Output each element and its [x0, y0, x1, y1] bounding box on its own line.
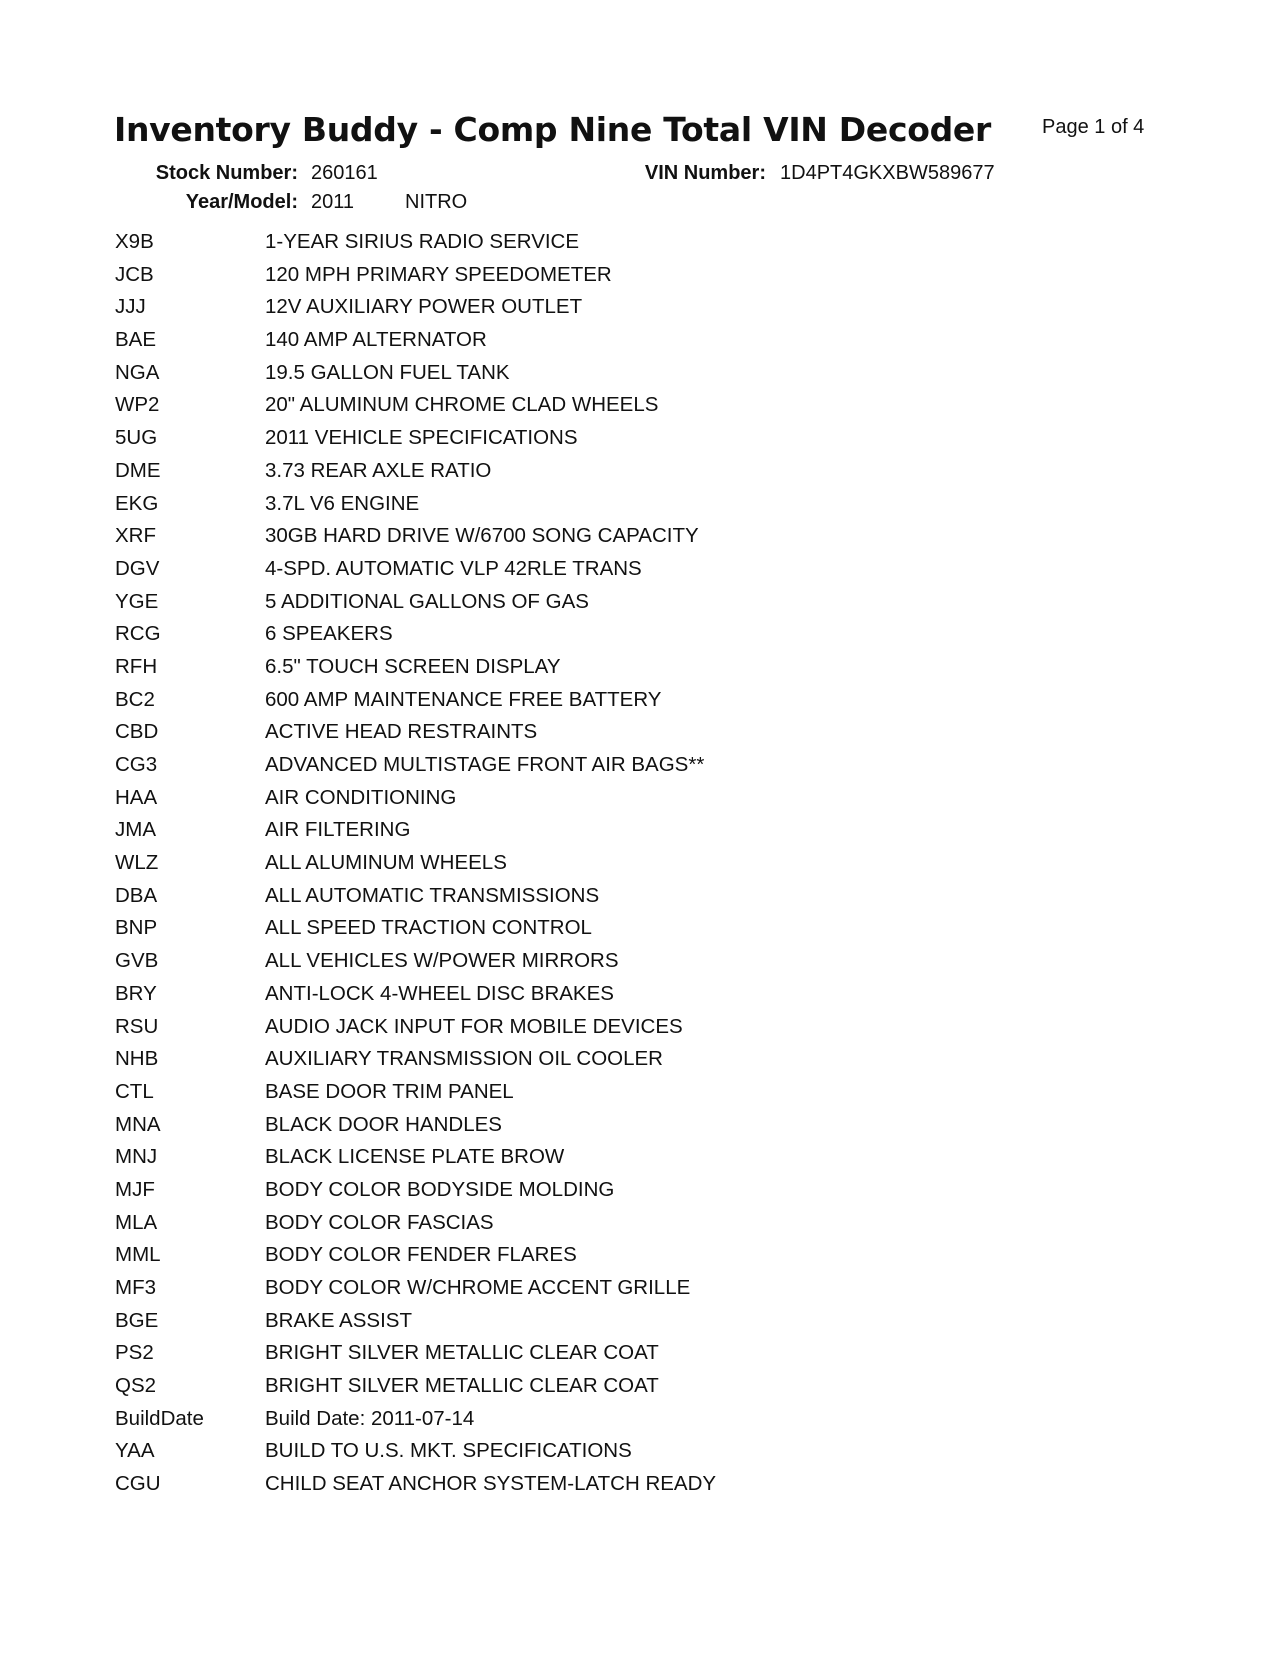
option-row	[115, 947, 1115, 980]
option-code: JMA	[115, 818, 156, 842]
option-row	[115, 914, 1115, 947]
option-code: MLA	[115, 1210, 158, 1234]
option-code: DGV	[115, 556, 160, 580]
option-code: CTL	[115, 1079, 154, 1103]
option-description: 20" ALUMINUM CHROME CLAD WHEELS	[265, 393, 659, 417]
option-code: JCB	[115, 262, 154, 286]
option-row	[115, 359, 1115, 392]
option-code: YAA	[115, 1439, 155, 1463]
option-row	[115, 261, 1115, 294]
option-code: WP2	[115, 393, 160, 417]
option-row	[115, 1013, 1115, 1046]
option-description: ALL SPEED TRACTION CONTROL	[265, 916, 592, 940]
option-description: 3.73 REAR AXLE RATIO	[265, 458, 492, 482]
option-code: XRF	[115, 524, 156, 548]
options-list	[115, 228, 1115, 1503]
option-row	[115, 686, 1115, 719]
option-description: 6.5" TOUCH SCREEN DISPLAY	[265, 654, 561, 678]
option-row	[115, 1176, 1115, 1209]
option-code: DME	[115, 458, 161, 482]
option-description: ACTIVE HEAD RESTRAINTS	[265, 720, 538, 744]
option-description: ADVANCED MULTISTAGE FRONT AIR BAGS**	[265, 753, 705, 776]
option-row	[115, 1274, 1115, 1307]
option-row	[115, 1372, 1115, 1405]
option-code: MML	[115, 1243, 161, 1267]
option-row	[115, 522, 1115, 555]
option-row	[115, 980, 1115, 1013]
vin-label: VIN Number:	[644, 162, 766, 184]
option-code: BGE	[115, 1308, 159, 1332]
option-code: MNJ	[115, 1145, 158, 1169]
option-row	[115, 326, 1115, 359]
option-row	[115, 1143, 1115, 1176]
option-code: BRY	[115, 981, 157, 1005]
option-code: MNA	[115, 1112, 161, 1136]
option-row	[115, 1078, 1115, 1111]
option-code: YGE	[115, 589, 159, 613]
option-code: EKG	[115, 491, 159, 515]
option-description: 600 AMP MAINTENANCE FREE BATTERY	[265, 687, 662, 711]
option-code: DBA	[115, 883, 158, 907]
option-row	[115, 849, 1115, 882]
option-code: RSU	[115, 1014, 159, 1038]
option-code: 5UG	[115, 426, 158, 450]
option-description: 2011 VEHICLE SPECIFICATIONS	[265, 426, 578, 450]
option-row	[115, 1045, 1115, 1078]
option-row	[115, 751, 1115, 784]
option-row	[115, 816, 1115, 849]
option-row	[115, 1437, 1115, 1470]
option-description: 30GB HARD DRIVE W/6700 SONG CAPACITY	[265, 524, 699, 548]
option-row	[115, 718, 1115, 751]
option-code: PS2	[115, 1341, 154, 1365]
option-description: CHILD SEAT ANCHOR SYSTEM-LATCH READY	[265, 1472, 717, 1496]
option-row	[115, 784, 1115, 817]
option-description: BLACK DOOR HANDLES	[265, 1112, 502, 1136]
option-code: BC2	[115, 687, 155, 711]
option-code: MJF	[115, 1177, 155, 1201]
option-row	[115, 490, 1115, 523]
option-row	[115, 588, 1115, 621]
option-row	[115, 620, 1115, 653]
option-row	[115, 1405, 1115, 1438]
option-row	[115, 1209, 1115, 1242]
option-description: ALL AUTOMATIC TRANSMISSIONS	[265, 883, 600, 907]
stock-number-label: Stock Number:	[155, 162, 298, 184]
option-description: AIR CONDITIONING	[265, 785, 457, 809]
option-row	[115, 555, 1115, 588]
option-code: WLZ	[115, 851, 159, 875]
option-description: AIR FILTERING	[265, 818, 411, 842]
option-description: BODY COLOR FASCIAS	[265, 1210, 494, 1234]
option-code: BuildDate	[115, 1406, 204, 1430]
option-row	[115, 228, 1115, 261]
option-code: JJJ	[115, 295, 146, 319]
option-code: RCG	[115, 622, 161, 646]
option-code: MF3	[115, 1276, 156, 1299]
option-row	[115, 424, 1115, 457]
option-code: CG3	[115, 753, 158, 776]
model-value: NITRO	[405, 191, 468, 213]
option-description: Build Date: 2011-07-14	[265, 1406, 475, 1430]
option-description: ANTI-LOCK 4-WHEEL DISC BRAKES	[265, 981, 614, 1005]
option-description: 120 MPH PRIMARY SPEEDOMETER	[265, 262, 612, 286]
option-description: ALL ALUMINUM WHEELS	[265, 851, 507, 875]
vin-value: 1D4PT4GKXBW589677	[780, 162, 995, 184]
option-description: BODY COLOR W/CHROME ACCENT GRILLE	[265, 1276, 691, 1299]
option-row	[115, 391, 1115, 424]
option-description: AUDIO JACK INPUT FOR MOBILE DEVICES	[265, 1014, 683, 1038]
option-description: BRIGHT SILVER METALLIC CLEAR COAT	[265, 1341, 659, 1365]
option-description: 6 SPEAKERS	[265, 622, 393, 646]
option-description: 140 AMP ALTERNATOR	[265, 328, 487, 352]
page-indicator: Page 1 of 4	[1042, 116, 1145, 138]
option-row	[115, 653, 1115, 686]
option-description: BODY COLOR BODYSIDE MOLDING	[265, 1177, 615, 1201]
option-code: CGU	[115, 1472, 161, 1496]
option-code: QS2	[115, 1374, 157, 1398]
option-code: GVB	[115, 949, 159, 973]
option-description: 1-YEAR SIRIUS RADIO SERVICE	[265, 230, 580, 253]
option-code: BAE	[115, 328, 157, 352]
option-row	[115, 1470, 1115, 1503]
option-description: BLACK LICENSE PLATE BROW	[265, 1145, 565, 1169]
option-description: BRIGHT SILVER METALLIC CLEAR COAT	[265, 1374, 659, 1398]
option-row	[115, 1339, 1115, 1372]
option-code: CBD	[115, 720, 159, 744]
option-description: ALL VEHICLES W/POWER MIRRORS	[265, 949, 619, 973]
option-description: BODY COLOR FENDER FLARES	[265, 1243, 577, 1267]
option-row	[115, 293, 1115, 326]
option-description: 4-SPD. AUTOMATIC VLP 42RLE TRANS	[265, 556, 642, 580]
option-code: NHB	[115, 1047, 159, 1071]
option-description: 3.7L V6 ENGINE	[265, 491, 420, 515]
option-description: AUXILIARY TRANSMISSION OIL COOLER	[265, 1047, 663, 1071]
option-description: BUILD TO U.S. MKT. SPECIFICATIONS	[265, 1439, 632, 1463]
year-model-label: Year/Model:	[185, 191, 298, 213]
option-row	[115, 882, 1115, 915]
option-description: 12V AUXILIARY POWER OUTLET	[265, 295, 583, 319]
year-value: 2011	[311, 191, 355, 213]
option-code: NGA	[115, 360, 160, 384]
option-row	[115, 1241, 1115, 1274]
option-row	[115, 1111, 1115, 1144]
option-code: RFH	[115, 654, 158, 678]
option-description: BASE DOOR TRIM PANEL	[265, 1079, 514, 1103]
option-description: 19.5 GALLON FUEL TANK	[265, 360, 510, 384]
option-row	[115, 1307, 1115, 1340]
stock-number-value: 260161	[311, 162, 378, 184]
option-code: X9B	[115, 230, 154, 253]
option-description: BRAKE ASSIST	[265, 1308, 412, 1332]
option-description: 5 ADDITIONAL GALLONS OF GAS	[265, 589, 589, 613]
page-title: Inventory Buddy - Comp Nine Total VIN Decoder	[114, 110, 991, 149]
option-code: BNP	[115, 916, 158, 940]
option-code: HAA	[115, 785, 158, 809]
option-row	[115, 457, 1115, 490]
